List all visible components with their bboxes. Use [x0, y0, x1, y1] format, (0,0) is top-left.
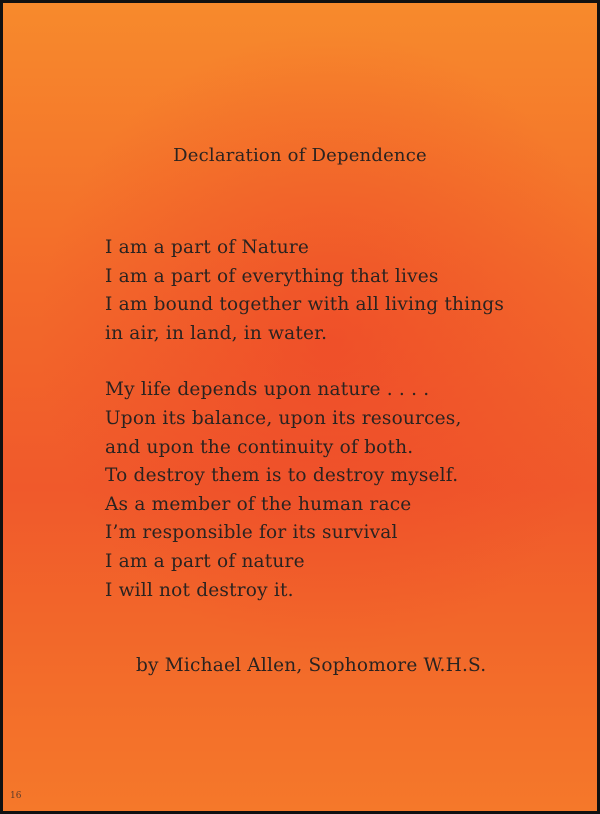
poem-line: and upon the continuity of both.	[105, 436, 414, 458]
poem-line: As a member of the human race	[105, 493, 412, 515]
poem-line: I’m responsible for its survival	[105, 522, 398, 544]
poem-line: Upon its balance, upon its resources,	[105, 407, 462, 429]
poem-stanza-1	[105, 234, 504, 348]
poem-line: in air, in land, in water.	[105, 322, 328, 344]
poem-stanza-2	[105, 376, 504, 605]
poem-body	[105, 234, 504, 605]
poem-byline: by Michael Allen, Sophomore W.H.S.	[136, 655, 487, 676]
poem-line: To destroy them is to destroy myself.	[105, 465, 459, 487]
poem-line: I am bound together with all living things	[105, 294, 505, 316]
page-number: 16	[10, 791, 22, 801]
poem-line: My life depends upon nature . . . .	[105, 379, 430, 401]
poem-line: I am a part of everything that lives	[105, 265, 439, 287]
poem-line: I am a part of Nature	[105, 237, 310, 258]
poem-title: Declaration of Dependence	[173, 145, 427, 166]
poem-line: I am a part of nature	[105, 550, 305, 572]
poem-line: I will not destroy it.	[105, 579, 294, 601]
